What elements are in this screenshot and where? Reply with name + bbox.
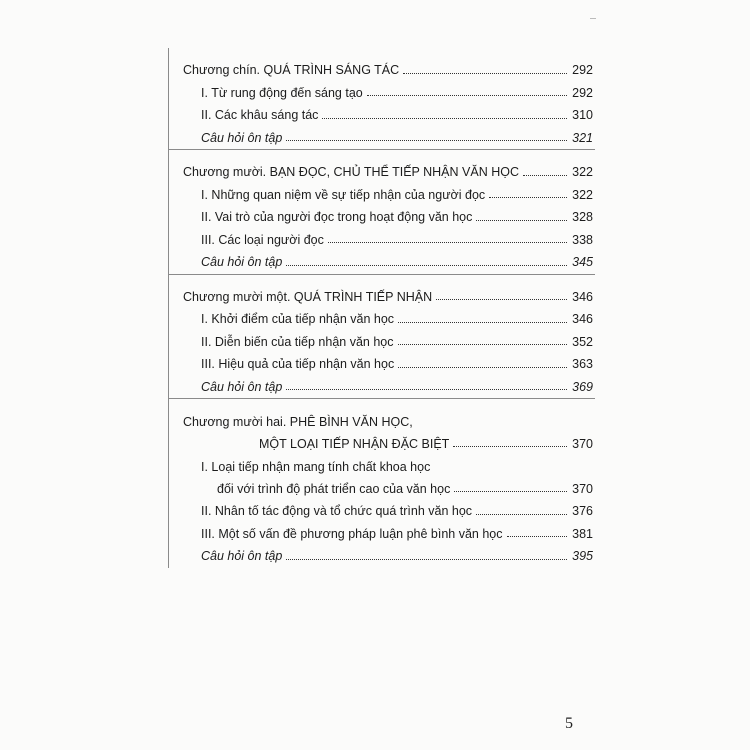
toc-section-entry[interactable]	[169, 327, 595, 350]
dot-leader	[286, 264, 567, 266]
section-title: II. Diễn biến của tiếp nhận văn học	[201, 334, 394, 349]
page-number: 363	[572, 357, 593, 372]
dot-leader	[523, 174, 567, 176]
page-number: 328	[572, 210, 593, 225]
page-number: 322	[572, 165, 593, 180]
page-number: 369	[572, 379, 593, 394]
chapter-title: Chương mười. BẠN ĐỌC, CHỦ THỂ TIẾP NHẬN VĂN HỌC	[183, 165, 519, 180]
chapter-title-line-1: Chương mười hai. PHÊ BÌNH VĂN HỌC,	[183, 414, 413, 429]
toc-review-entry[interactable]	[169, 541, 595, 564]
section-title: I. Khởi điểm của tiếp nhận văn học	[201, 312, 395, 327]
review-title: Câu hỏi ôn tập	[201, 549, 283, 564]
toc-chapter-entry[interactable]	[169, 157, 595, 180]
dot-leader	[398, 343, 568, 345]
page-number: 370	[572, 436, 593, 451]
toc-section-entry[interactable]	[169, 496, 595, 519]
page-number: 352	[572, 334, 593, 349]
toc-chapter-entry[interactable]	[169, 282, 595, 305]
dot-leader	[453, 445, 567, 447]
dot-leader	[398, 321, 567, 323]
page-number: 346	[572, 289, 593, 304]
section-title: III. Các loại người đọc	[201, 232, 324, 247]
review-title: Câu hỏi ôn tập	[201, 379, 283, 394]
toc-section-entry[interactable]	[169, 349, 595, 372]
toc-group-chapter-12	[169, 399, 595, 568]
toc-section-entry[interactable]	[169, 100, 595, 123]
review-title: Câu hỏi ôn tập	[201, 255, 283, 270]
toc-review-entry[interactable]	[169, 372, 595, 395]
dot-leader	[286, 388, 567, 390]
toc-chapter-entry[interactable]	[169, 55, 595, 78]
dot-leader	[367, 94, 567, 96]
page-number: 376	[572, 504, 593, 519]
toc-section-entry[interactable]	[169, 202, 595, 225]
page-number: 321	[572, 130, 593, 145]
dot-leader	[322, 117, 567, 119]
dot-leader	[286, 558, 567, 560]
section-title: III. Một số vấn đề phương pháp luận phê bình văn học	[201, 526, 503, 541]
page-mark	[590, 18, 596, 19]
page-number: 292	[572, 85, 593, 100]
toc-group-chapter-11	[169, 275, 595, 400]
dot-leader	[476, 513, 567, 515]
table-of-contents	[168, 48, 595, 568]
review-title: Câu hỏi ôn tập	[201, 130, 283, 145]
toc-section-entry[interactable]	[169, 78, 595, 101]
toc-review-entry[interactable]	[169, 123, 595, 146]
page-number: 338	[572, 232, 593, 247]
page-number: 310	[572, 108, 593, 123]
toc-section-title-line	[169, 451, 595, 474]
toc-chapter-title-line	[169, 406, 595, 429]
toc-section-entry[interactable]	[169, 519, 595, 542]
chapter-title: Chương mười một. QUÁ TRÌNH TIẾP NHẬN	[183, 289, 433, 304]
toc-group-chapter-10	[169, 150, 595, 275]
toc-section-entry[interactable]	[169, 304, 595, 327]
page-number: 292	[572, 63, 593, 78]
page-number: 322	[572, 187, 593, 202]
dot-leader	[398, 366, 567, 368]
dot-leader	[403, 72, 567, 74]
section-title: II. Nhân tố tác động và tổ chức quá trình văn học	[201, 504, 473, 519]
page-number: 395	[572, 549, 593, 564]
page-number: 381	[572, 526, 593, 541]
dot-leader	[436, 298, 567, 300]
toc-section-entry[interactable]	[169, 474, 595, 497]
toc-section-entry[interactable]	[169, 225, 595, 248]
page-number: 345	[572, 255, 593, 270]
section-title: I. Từ rung động đến sáng tạo	[201, 85, 363, 100]
page-number: 346	[572, 312, 593, 327]
toc-group-chapter-9	[169, 48, 595, 150]
page-number: 370	[572, 481, 593, 496]
section-title: I. Những quan niệm về sự tiếp nhận của người đọc	[201, 187, 486, 202]
section-title: III. Hiệu quả của tiếp nhận văn học	[201, 357, 395, 372]
section-title-line-2: đối với trình độ phát triển cao của văn học	[217, 481, 451, 496]
section-title-line-1: I. Loại tiếp nhận mang tính chất khoa học	[201, 459, 431, 474]
dot-leader	[476, 219, 567, 221]
page-folio-number: 5	[565, 715, 573, 732]
toc-section-entry[interactable]	[169, 180, 595, 203]
section-title: II. Vai trò của người đọc trong hoạt động văn học	[201, 210, 473, 225]
toc-review-entry[interactable]	[169, 247, 595, 270]
chapter-title-line-2: MỘT LOẠI TIẾP NHẬN ĐẶC BIỆT	[259, 436, 450, 451]
toc-chapter-entry[interactable]	[169, 429, 595, 452]
dot-leader	[328, 241, 567, 243]
dot-leader	[286, 139, 567, 141]
chapter-title: Chương chín. QUÁ TRÌNH SÁNG TÁC	[183, 63, 400, 78]
dot-leader	[489, 196, 567, 198]
section-title: II. Các khâu sáng tác	[201, 108, 319, 123]
dot-leader	[507, 535, 568, 537]
dot-leader	[454, 490, 567, 492]
